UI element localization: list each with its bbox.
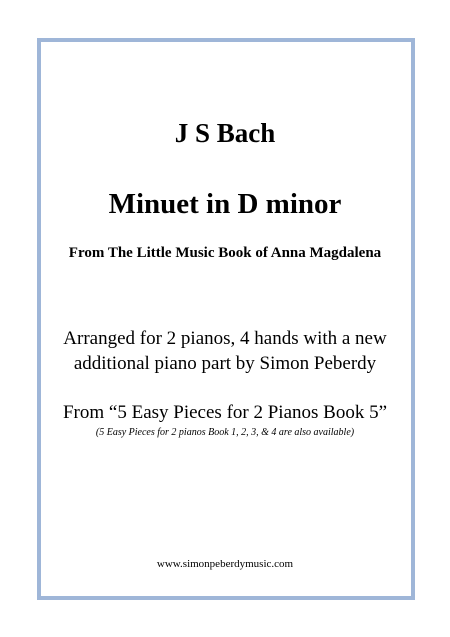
arrangement-line-2: additional piano part by Simon Peberdy bbox=[73, 353, 377, 374]
availability-note: (5 Easy Pieces for 2 pianos Book 1, 2, 3, & 4 are also available) bbox=[95, 427, 355, 438]
piece-title: Minuet in D minor bbox=[108, 188, 342, 220]
collection-title: From “5 Easy Pieces for 2 Pianos Book 5” bbox=[62, 402, 387, 423]
website-link[interactable]: www.simonpeberdymusic.com bbox=[156, 558, 294, 570]
arrangement-line-1: Arranged for 2 pianos, 4 hands with a new bbox=[63, 328, 387, 349]
source-subtitle: From The Little Music Book of Anna Magdalena bbox=[68, 245, 382, 261]
composer-name: J S Bach bbox=[174, 118, 276, 148]
